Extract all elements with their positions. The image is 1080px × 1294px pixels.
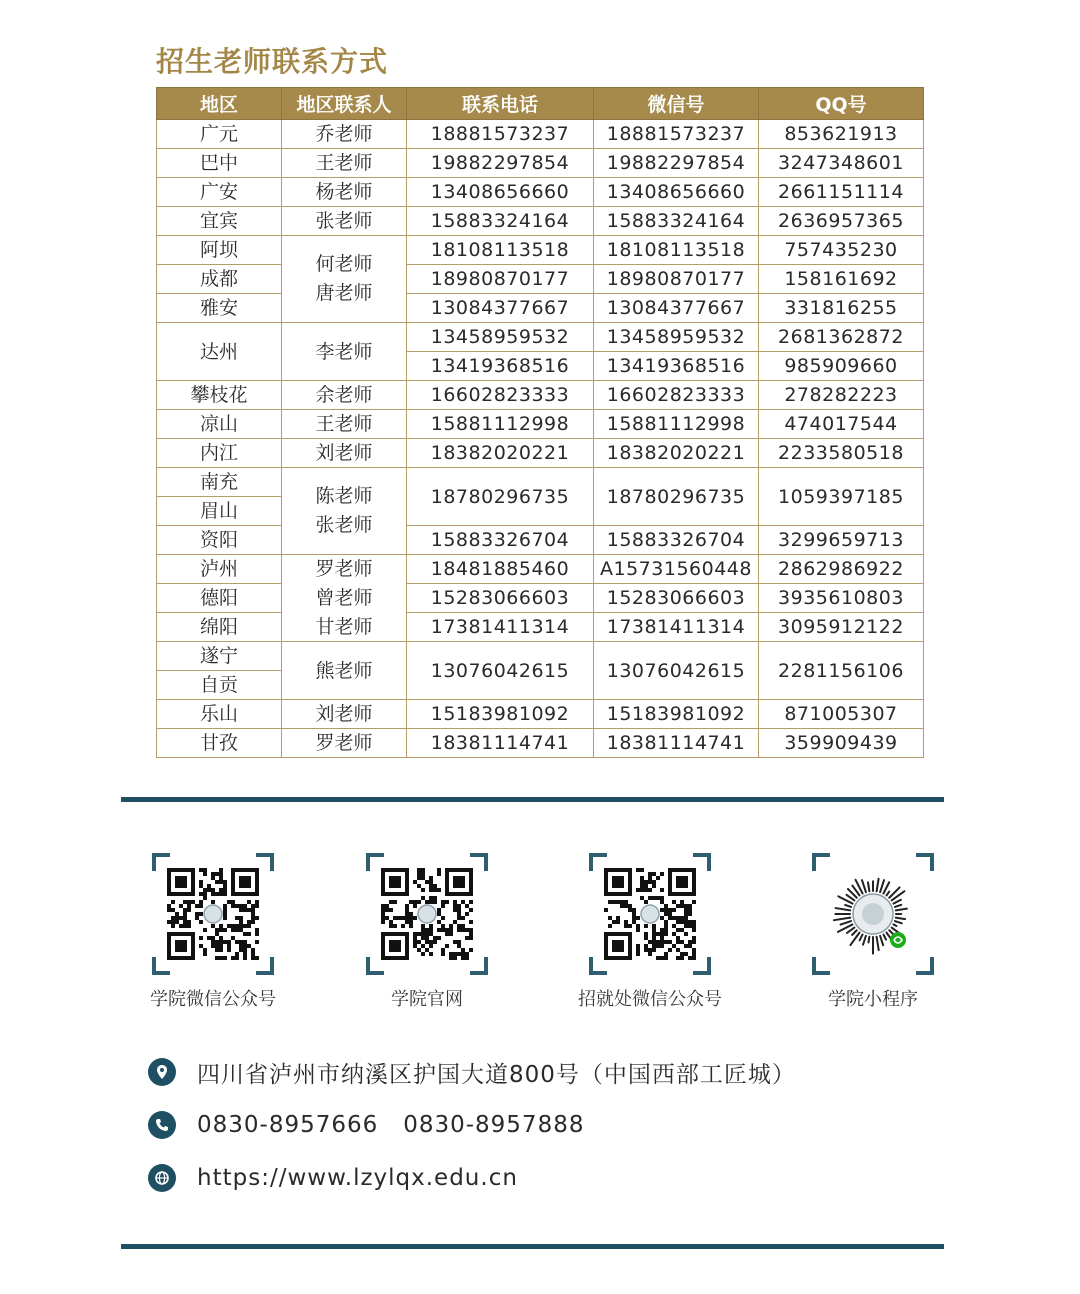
contact-cell: 乔老师 (282, 120, 407, 149)
region-cell: 攀枝花 (157, 381, 282, 410)
wechat-cell: 18382020221 (594, 439, 759, 468)
table-row (157, 642, 924, 671)
qr-code-icon (604, 868, 696, 960)
contact-cell: 熊老师 (282, 642, 407, 700)
qq-cell: 3299659713 (759, 526, 924, 555)
phone-cell: 13408656660 (407, 178, 594, 207)
wechat-cell: 15183981092 (594, 700, 759, 729)
qr-block-college-website (347, 853, 507, 1011)
phone-row (148, 1109, 584, 1141)
table-row (157, 700, 924, 729)
qr-label: 学院官网 (391, 989, 463, 1010)
qr-frame (589, 853, 711, 975)
wechat-cell: 18780296735 (594, 468, 759, 526)
wechat-cell: 19882297854 (594, 149, 759, 178)
table-row (157, 323, 924, 352)
contact-cell: 曾老师 (282, 584, 407, 613)
wechat-cell: 15881112998 (594, 410, 759, 439)
wechat-cell: 18980870177 (594, 265, 759, 294)
address-row (148, 1056, 796, 1088)
contact-cell: 张老师 (282, 207, 407, 236)
region-cell: 眉山 (157, 497, 282, 526)
region-cell: 宜宾 (157, 207, 282, 236)
header-contact: 地区联系人 (282, 88, 407, 120)
top-divider (121, 797, 944, 802)
contact-cell: 罗老师 (282, 729, 407, 758)
wechat-cell: 13076042615 (594, 642, 759, 700)
phone-cell: 18980870177 (407, 265, 594, 294)
location-pin-icon (148, 1058, 176, 1086)
website-link[interactable]: https://www.lzylqx.edu.cn (197, 1165, 518, 1191)
contact-name: 陈老师 (315, 485, 373, 507)
table-row (157, 178, 924, 207)
qr-block-college-wechat (133, 853, 293, 1011)
phone-cell: 15283066603 (407, 584, 594, 613)
qq-cell: 2661151114 (759, 178, 924, 207)
phone-cell: 16602823333 (407, 381, 594, 410)
contact-name: 唐老师 (315, 282, 373, 304)
contact-cell-merged (282, 236, 407, 323)
table-row (157, 381, 924, 410)
bottom-divider (121, 1244, 944, 1249)
wechat-cell: 13419368516 (594, 352, 759, 381)
table-row (157, 468, 924, 497)
phone-cell: 18881573237 (407, 120, 594, 149)
region-cell: 成都 (157, 265, 282, 294)
region-cell: 巴中 (157, 149, 282, 178)
phone-cell: 18780296735 (407, 468, 594, 526)
table-row (157, 294, 924, 323)
phone-cell: 15183981092 (407, 700, 594, 729)
wechat-cell: 18381114741 (594, 729, 759, 758)
qr-frame (812, 853, 934, 975)
phone-cell: 13458959532 (407, 323, 594, 352)
phone-icon (148, 1111, 176, 1139)
qq-cell: 2636957365 (759, 207, 924, 236)
qr-block-admissions-wechat (570, 853, 730, 1011)
contact-cell: 李老师 (282, 323, 407, 381)
region-cell: 泸州 (157, 555, 282, 584)
qq-cell: 985909660 (759, 352, 924, 381)
region-cell: 达州 (157, 323, 282, 381)
qq-cell: 3935610803 (759, 584, 924, 613)
qq-cell: 3247348601 (759, 149, 924, 178)
header-qq: QQ号 (759, 88, 924, 120)
contact-table (156, 87, 924, 758)
qq-cell: 3095912122 (759, 613, 924, 642)
wechat-cell: 17381411314 (594, 613, 759, 642)
qq-cell: 158161692 (759, 265, 924, 294)
qr-frame (152, 853, 274, 975)
qq-cell: 2281156106 (759, 642, 924, 700)
phone-cell: 15883324164 (407, 207, 594, 236)
region-cell: 甘孜 (157, 729, 282, 758)
qq-cell: 757435230 (759, 236, 924, 265)
phone-cell: 18382020221 (407, 439, 594, 468)
website-row (148, 1162, 518, 1194)
globe-icon (148, 1164, 176, 1192)
wechat-cell: A15731560448 (594, 555, 759, 584)
wechat-cell: 18108113518 (594, 236, 759, 265)
qr-label: 学院小程序 (828, 989, 918, 1010)
phone-cell: 13076042615 (407, 642, 594, 700)
phone-cell: 19882297854 (407, 149, 594, 178)
header-wechat: 微信号 (594, 88, 759, 120)
table-header-row (157, 88, 924, 120)
table-row (157, 555, 924, 584)
region-cell: 阿坝 (157, 236, 282, 265)
address-text: 四川省泸州市纳溪区护国大道800号（中国西部工匠城） (197, 1061, 796, 1088)
contact-cell: 罗老师 (282, 555, 407, 584)
header-region: 地区 (157, 88, 282, 120)
wechat-cell: 15883324164 (594, 207, 759, 236)
table-row (157, 526, 924, 555)
qr-label: 招就处微信公众号 (578, 989, 722, 1010)
qq-cell: 1059397185 (759, 468, 924, 526)
qq-cell: 331816255 (759, 294, 924, 323)
region-cell: 凉山 (157, 410, 282, 439)
table-row (157, 613, 924, 642)
wechat-cell: 15283066603 (594, 584, 759, 613)
table-row (157, 410, 924, 439)
wechat-cell: 18881573237 (594, 120, 759, 149)
region-cell: 内江 (157, 439, 282, 468)
table-row (157, 439, 924, 468)
region-cell: 遂宁 (157, 642, 282, 671)
wechat-cell: 13458959532 (594, 323, 759, 352)
phone-cell: 18381114741 (407, 729, 594, 758)
contact-cell: 甘老师 (282, 613, 407, 642)
qr-block-mini-program (793, 853, 953, 1011)
region-cell: 南充 (157, 468, 282, 497)
table-row (157, 149, 924, 178)
contact-cell: 王老师 (282, 149, 407, 178)
contact-cell: 王老师 (282, 410, 407, 439)
phone-cell: 18108113518 (407, 236, 594, 265)
qq-cell: 2862986922 (759, 555, 924, 584)
qq-cell: 2233580518 (759, 439, 924, 468)
page-title: 招生老师联系方式 (156, 45, 389, 78)
qr-code-icon (167, 868, 259, 960)
contact-name: 何老师 (315, 253, 373, 275)
contact-name: 张老师 (315, 514, 373, 536)
region-cell: 广安 (157, 178, 282, 207)
phone-cell: 18481885460 (407, 555, 594, 584)
phone-text: 0830-8957666 0830-8957888 (197, 1112, 585, 1138)
table-row (157, 265, 924, 294)
contact-cell: 杨老师 (282, 178, 407, 207)
table-row (157, 120, 924, 149)
qq-cell: 278282223 (759, 381, 924, 410)
qr-frame (366, 853, 488, 975)
phone-cell: 15883326704 (407, 526, 594, 555)
wechat-cell: 16602823333 (594, 381, 759, 410)
qq-cell: 871005307 (759, 700, 924, 729)
region-cell: 德阳 (157, 584, 282, 613)
contact-cell: 刘老师 (282, 700, 407, 729)
phone-cell: 13084377667 (407, 294, 594, 323)
wechat-cell: 13408656660 (594, 178, 759, 207)
qq-cell: 474017544 (759, 410, 924, 439)
phone-cell: 15881112998 (407, 410, 594, 439)
header-phone: 联系电话 (407, 88, 594, 120)
table-row (157, 207, 924, 236)
table-row (157, 584, 924, 613)
phone-cell: 17381411314 (407, 613, 594, 642)
region-cell: 广元 (157, 120, 282, 149)
wechat-cell: 13084377667 (594, 294, 759, 323)
qq-cell: 359909439 (759, 729, 924, 758)
contact-cell: 刘老师 (282, 439, 407, 468)
region-cell: 资阳 (157, 526, 282, 555)
region-cell: 绵阳 (157, 613, 282, 642)
qr-code-icon (381, 868, 473, 960)
region-cell: 乐山 (157, 700, 282, 729)
wechat-cell: 15883326704 (594, 526, 759, 555)
region-cell: 自贡 (157, 671, 282, 700)
qr-label: 学院微信公众号 (150, 989, 276, 1010)
qq-cell: 2681362872 (759, 323, 924, 352)
region-cell: 雅安 (157, 294, 282, 323)
contact-cell: 余老师 (282, 381, 407, 410)
qq-cell: 853621913 (759, 120, 924, 149)
contact-cell-merged (282, 468, 407, 555)
table-row (157, 729, 924, 758)
table-row (157, 236, 924, 265)
mini-program-code-icon (827, 868, 919, 960)
phone-cell: 13419368516 (407, 352, 594, 381)
